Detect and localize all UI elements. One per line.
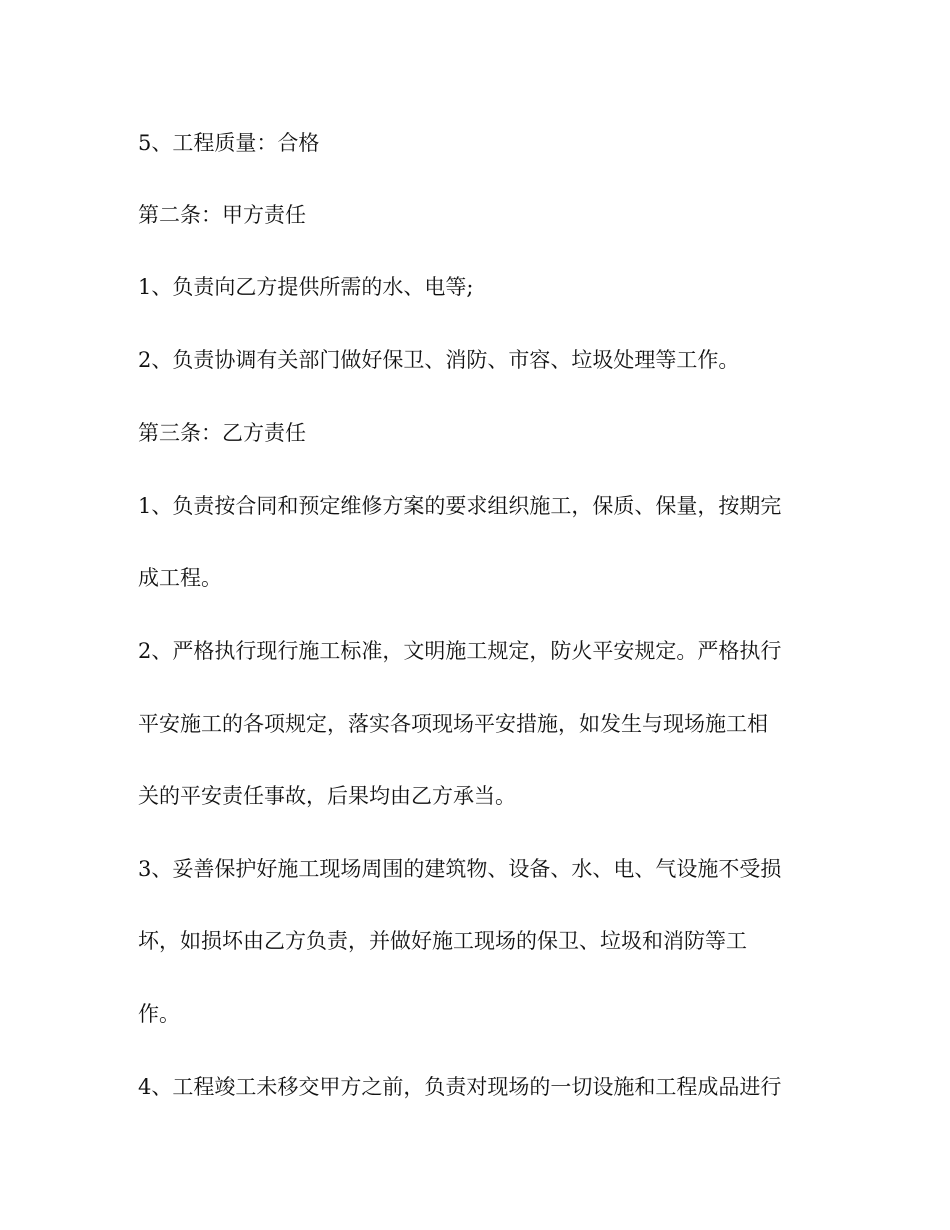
party-b-duty-2-line-3: 关的平安责任事故，后果均由乙方承当。 bbox=[138, 784, 516, 808]
party-b-duty-4-line-1: 4、工程竣工未移交甲方之前，负责对现场的一切设施和工程成品进行 bbox=[138, 1075, 782, 1099]
party-b-duty-3-line-2: 坏，如损坏由乙方负责，并做好施工现场的保卫、垃圾和消防等工 bbox=[138, 929, 747, 953]
article-three-heading: 第三条：乙方责任 bbox=[138, 421, 306, 445]
party-b-duty-2-line-1: 2、严格执行现行施工标准，文明施工规定，防火平安规定。严格执行 bbox=[138, 639, 782, 663]
party-b-duty-3-line-3: 作。 bbox=[138, 1002, 180, 1026]
party-a-duty-2: 2、负责协调有关部门做好保卫、消防、市容、垃圾处理等工作。 bbox=[138, 348, 740, 372]
party-b-duty-3-line-1: 3、妥善保护好施工现场周围的建筑物、设备、水、电、气设施不受损 bbox=[138, 857, 782, 881]
party-b-duty-1-line-2: 成工程。 bbox=[138, 566, 222, 590]
clause-quality-line: 5、工程质量：合格 bbox=[138, 131, 320, 155]
article-two-heading: 第二条：甲方责任 bbox=[138, 203, 306, 227]
party-b-duty-1-line-1: 1、负责按合同和预定维修方案的要求组织施工，保质、保量，按期完 bbox=[138, 494, 782, 518]
party-b-duty-2-line-2: 平安施工的各项规定，落实各项现场平安措施，如发生与现场施工相 bbox=[138, 712, 768, 736]
party-a-duty-1: 1、负责向乙方提供所需的水、电等; bbox=[138, 275, 474, 299]
